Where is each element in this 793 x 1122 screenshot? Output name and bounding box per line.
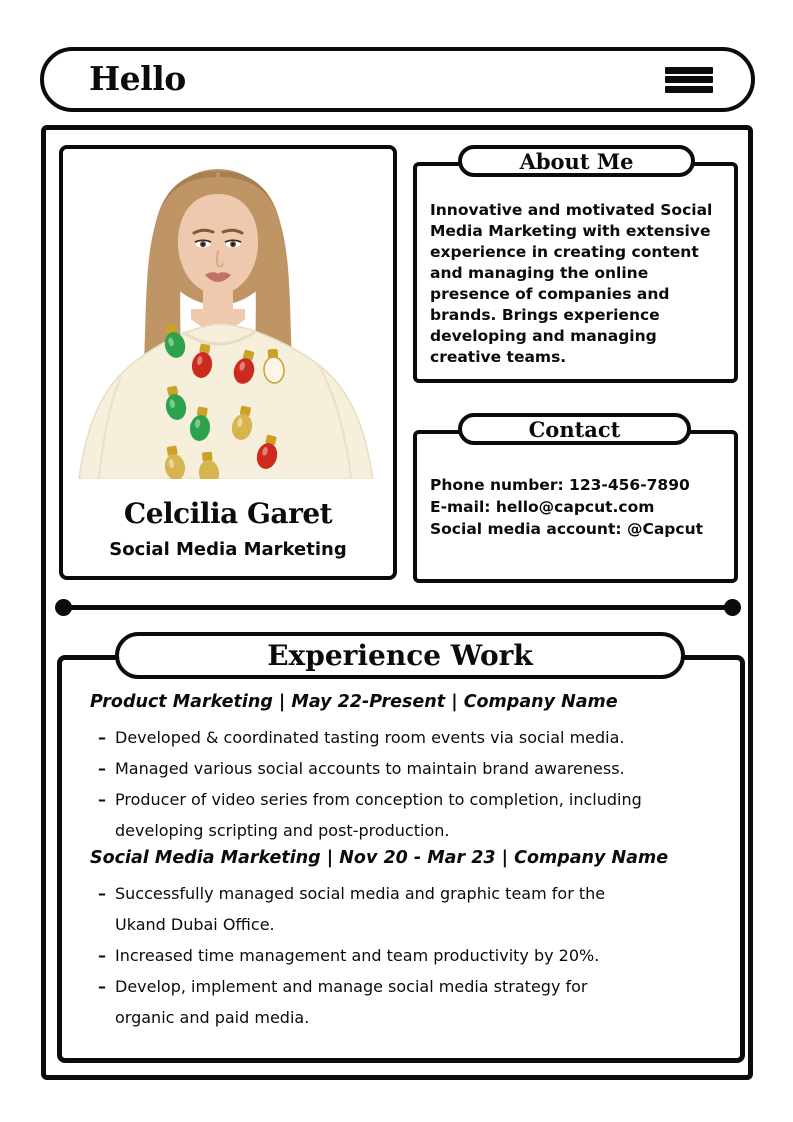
job-heading: Social Media Marketing | Nov 20 - Mar 23 | Company Name [90, 848, 669, 868]
bullet-dash: – [98, 946, 106, 965]
about-text: Innovative and motivated Social Media Marketing with extensive experience in creating content and managing the online presence of companies and brands. Brings experience developing and managing creative teams. [430, 201, 713, 366]
bullet-item [90, 971, 715, 1033]
section-divider [63, 605, 732, 610]
profile-photo-card [59, 145, 397, 580]
experience-content [57, 655, 745, 1035]
bullet-text: Increased time management and team productivity by 20%. [115, 946, 600, 965]
bullet-dash: – [98, 728, 106, 747]
contact-email: E-mail: hello@capcut.com [430, 498, 655, 516]
bullet-item [90, 940, 715, 971]
bullet-text: Successfully managed social media and graphic team for the [115, 884, 606, 903]
contact-title-pill [458, 413, 691, 445]
contact-lines [430, 474, 730, 540]
profile-photo [63, 149, 393, 479]
about-title: About Me [519, 148, 634, 174]
bullet-dash: – [98, 759, 106, 778]
bullet-dash: – [98, 790, 106, 809]
about-title-pill [458, 145, 695, 177]
bullet-text: Develop, implement and manage social media strategy for [115, 977, 588, 996]
bullet-dash: – [98, 977, 106, 996]
bullet-item [90, 722, 715, 753]
bullet-text: developing scripting and post-production. [115, 821, 450, 840]
bullet-item [90, 784, 715, 846]
bullet-dash: – [98, 884, 106, 903]
contact-social: Social media account: @Capcut [430, 520, 704, 538]
person-role: Social Media Marketing [109, 539, 347, 560]
job-bullets [90, 878, 715, 1033]
divider-dot-right [724, 599, 741, 616]
contact-title: Contact [528, 416, 621, 442]
divider-dot-left [55, 599, 72, 616]
bullet-text: Developed & coordinated tasting room events via social media. [115, 728, 625, 747]
bullet-item [90, 878, 715, 940]
bullet-text: Producer of video series from conception to completion, including [115, 790, 642, 809]
job-bullets [90, 722, 715, 846]
job-heading: Product Marketing | May 22-Present | Company Name [90, 692, 618, 712]
header-title: Hello [89, 58, 186, 98]
header-bar [40, 47, 755, 112]
bullet-text: Managed various social accounts to maintain brand awareness. [115, 759, 625, 778]
person-name: Celcilia Garet [123, 497, 333, 530]
hamburger-menu-icon[interactable] [665, 67, 713, 93]
bullet-text: Ukand Dubai Office. [115, 915, 275, 934]
contact-phone: Phone number: 123-456-7890 [430, 476, 690, 494]
experience-title: Experience Work [267, 639, 533, 672]
bullet-text: organic and paid media. [115, 1008, 310, 1027]
bullet-item [90, 753, 715, 784]
